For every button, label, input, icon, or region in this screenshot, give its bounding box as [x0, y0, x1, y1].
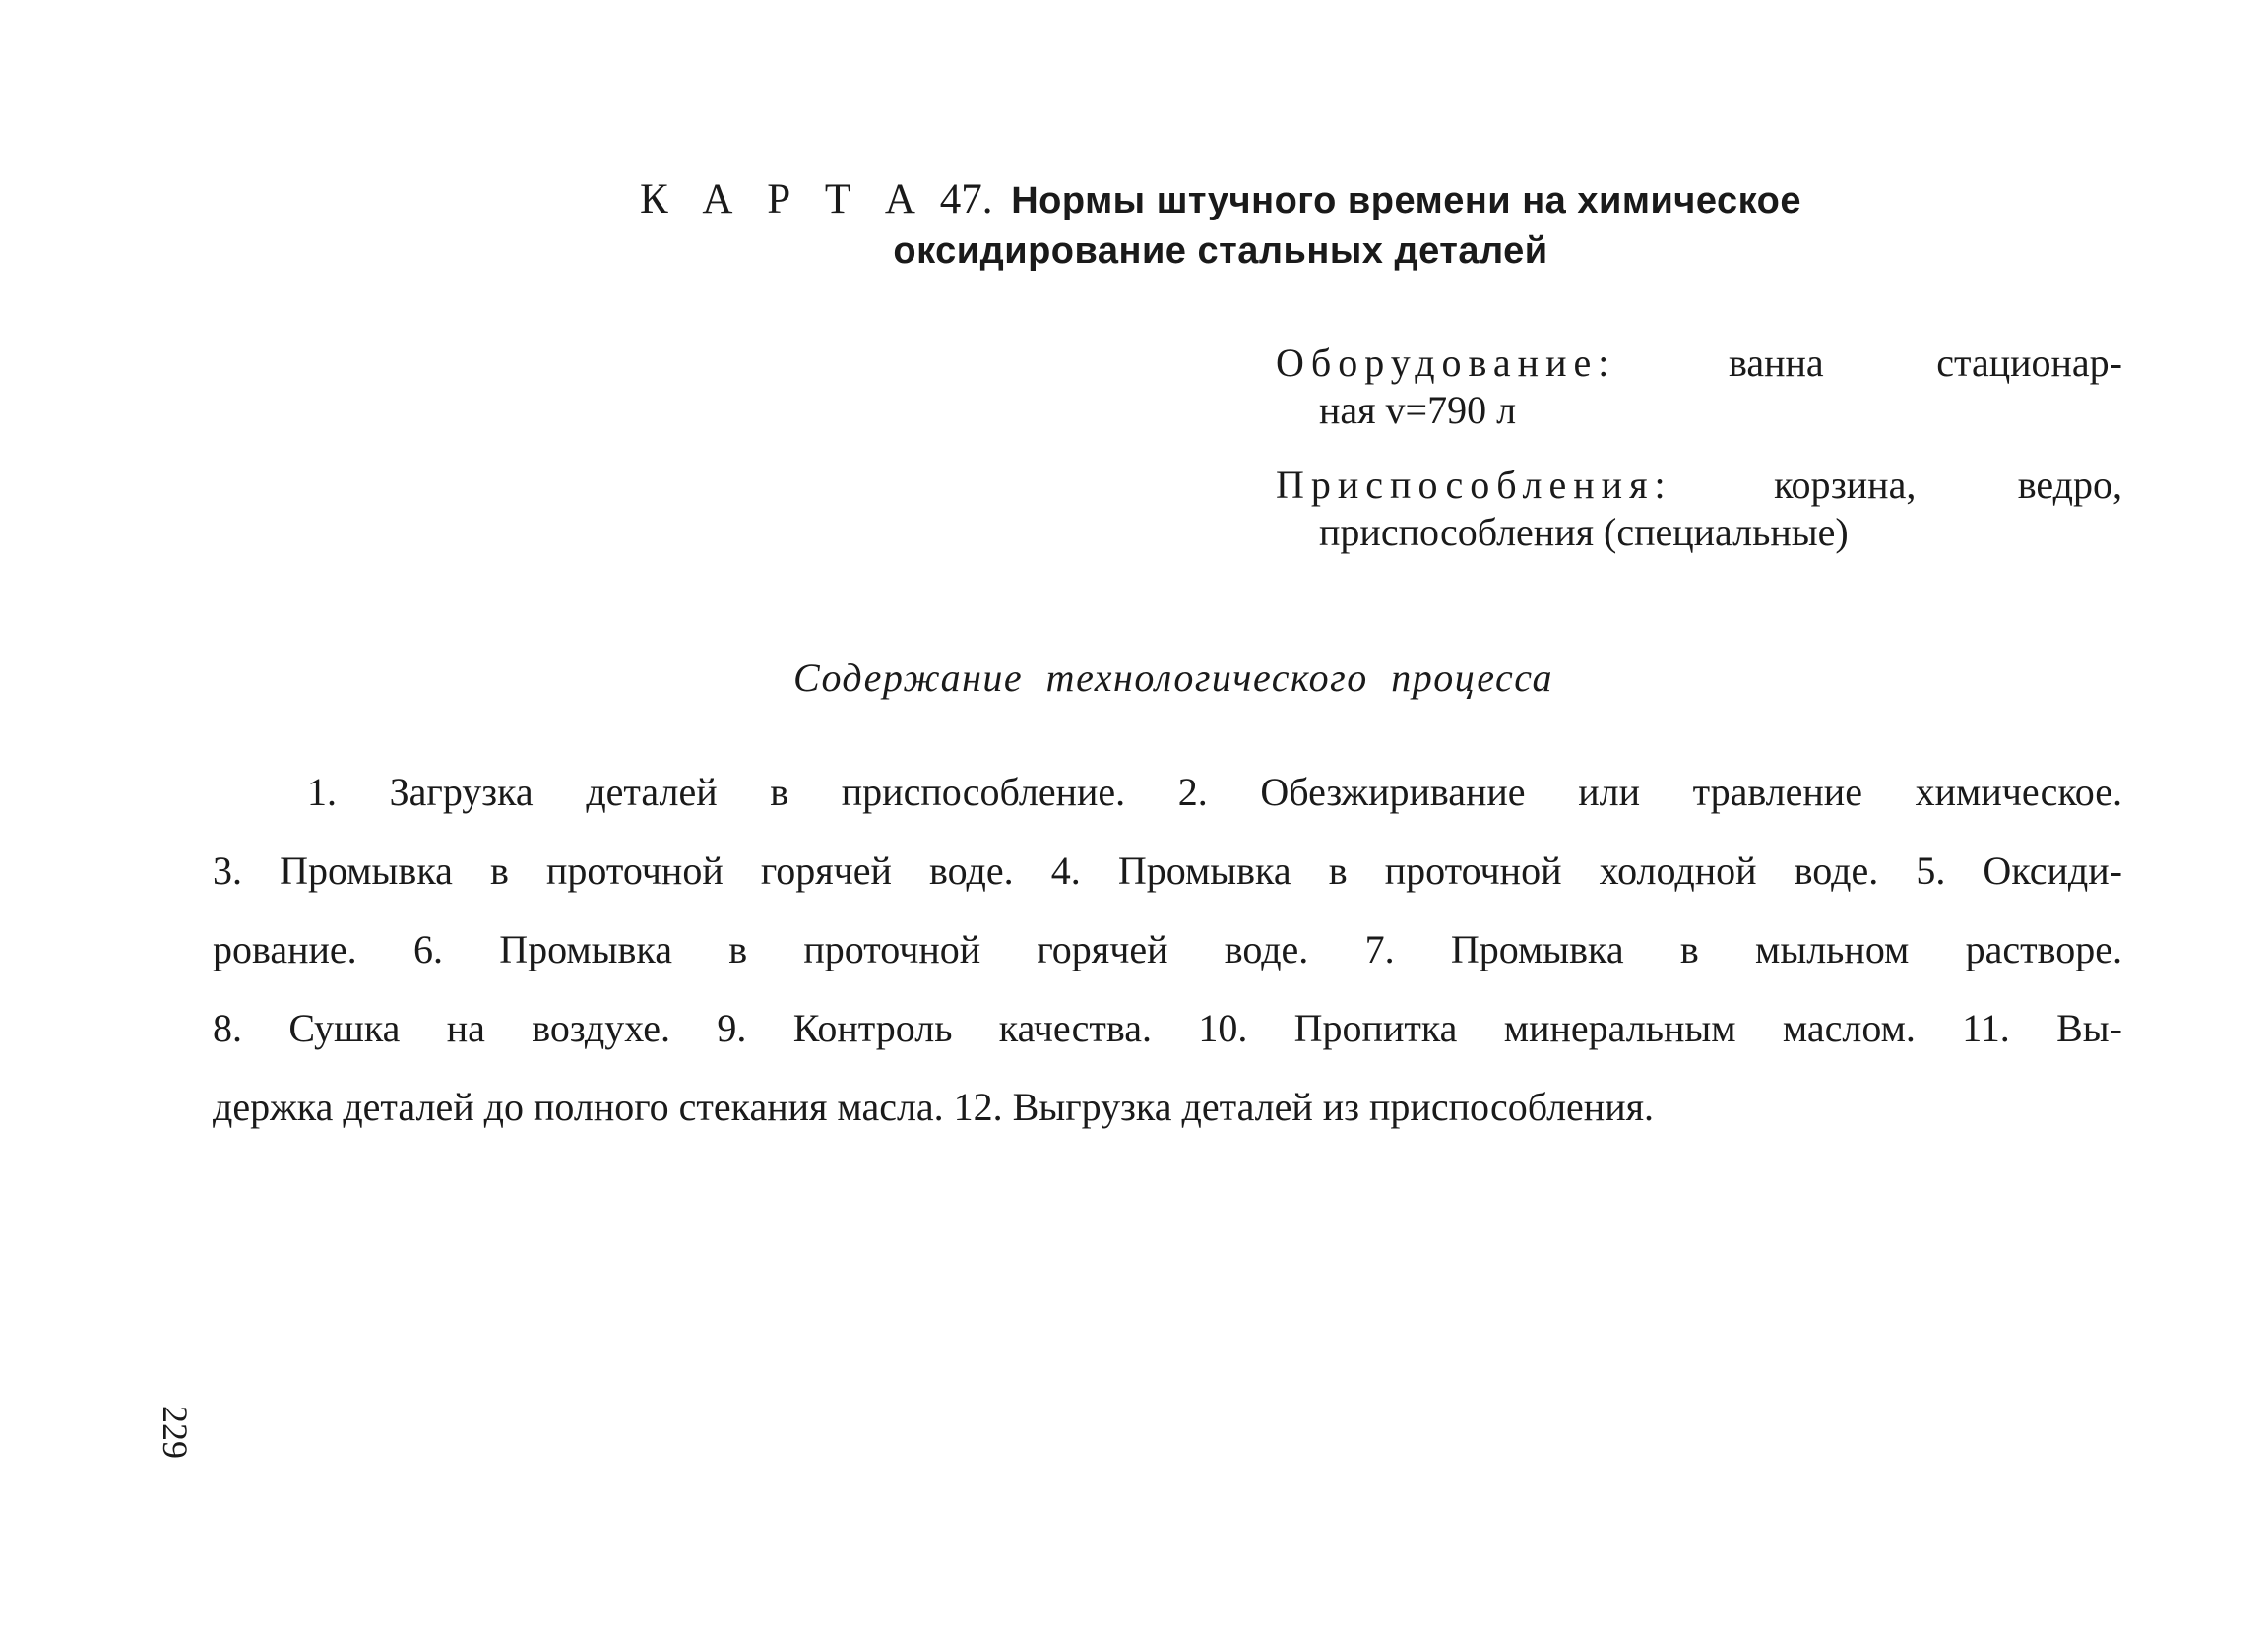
- section-heading: Содержание технологического процесса: [793, 656, 1553, 700]
- equipment-line-2: ная v=790 л: [1319, 388, 1517, 432]
- equipment-value-1: ванна стационар-: [1728, 341, 2123, 385]
- fixtures-line-2: приспособления (специальные): [1319, 510, 1849, 554]
- card-title-line-1: [551, 175, 1890, 225]
- card-title: [551, 175, 1890, 276]
- process-line: 8. Сушка на воздухе. 9. Контроль качества. 10. Пропитка минеральным маслом. 11. Вы-: [213, 1006, 2122, 1050]
- process-text: [213, 768, 2122, 1161]
- equipment-block: [1276, 340, 2122, 434]
- process-line: рование. 6. Промывка в проточной горячей воде. 7. Промывка в мыльном растворе.: [213, 927, 2122, 971]
- fixtures-line-1: [1276, 462, 2122, 509]
- card-title-text-1: Нормы штучного времени на химическое: [1011, 180, 1801, 221]
- card-title-line-2: [551, 225, 1890, 276]
- process-line: 3. Промывка в проточной горячей воде. 4. Промывка в проточной холодной воде. 5. Оксиди-: [213, 848, 2122, 893]
- fixtures-value-1: корзина, ведро,: [1774, 463, 2122, 507]
- card-title-text-2: оксидирование стальных деталей: [893, 230, 1548, 272]
- fixtures-label: Приспособления:: [1276, 463, 1672, 507]
- page-number: 229: [156, 1406, 195, 1459]
- card-number: 47.: [939, 176, 993, 222]
- process-line: держка деталей до полного стекания масла. 12. Выгрузка деталей из приспособления.: [213, 1085, 1655, 1129]
- equipment-line-1: [1276, 340, 2122, 387]
- fixtures-block: [1276, 462, 2122, 556]
- card-label: К А Р Т А: [639, 176, 927, 222]
- equipment-label: Оборудование:: [1276, 341, 1616, 385]
- equipment-info: [1276, 340, 2122, 584]
- process-line: 1. Загрузка деталей в приспособление. 2. Обезжиривание или травление химическое.: [307, 770, 2122, 814]
